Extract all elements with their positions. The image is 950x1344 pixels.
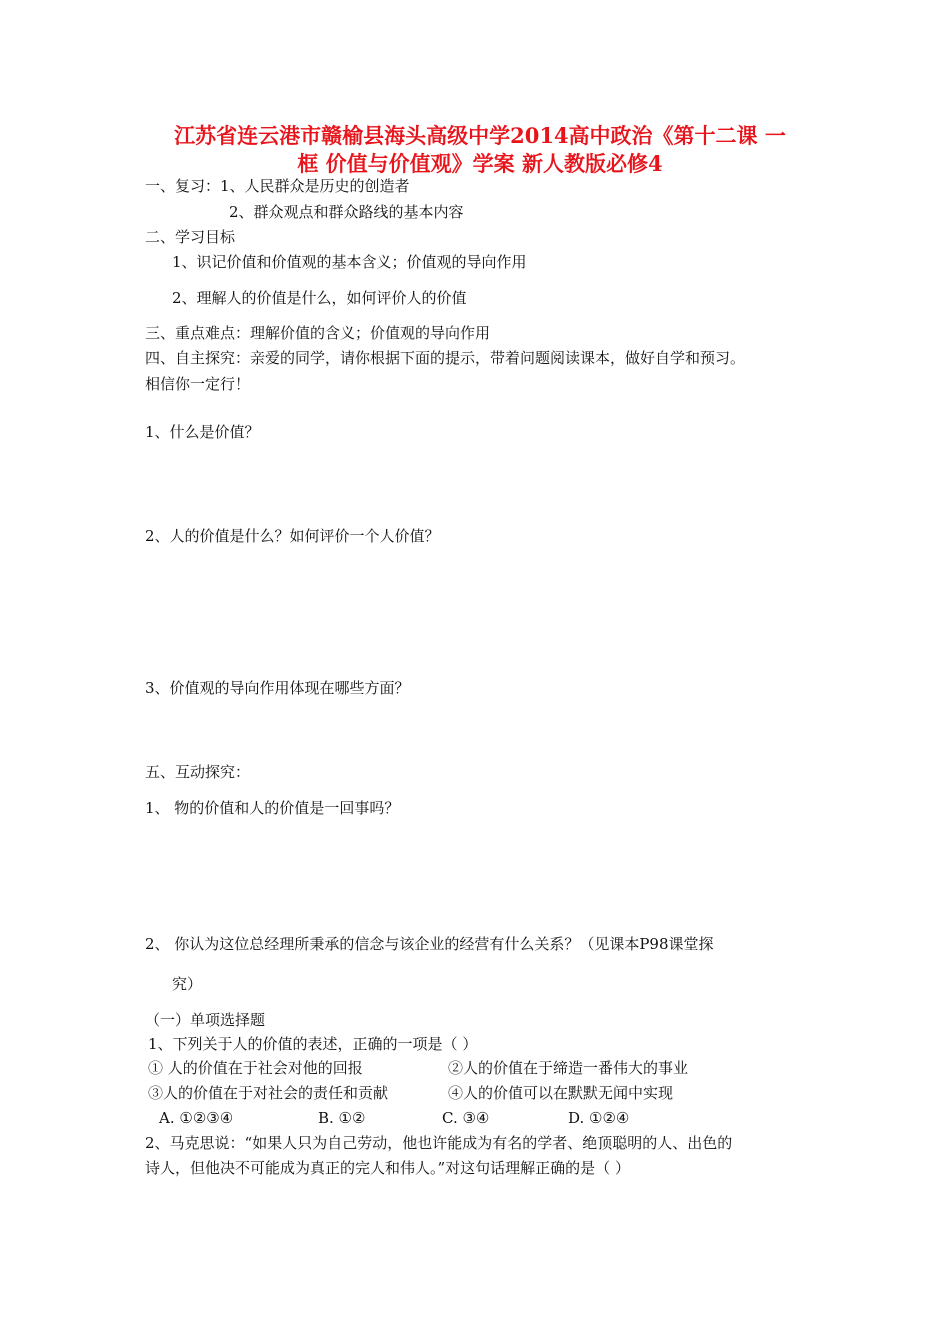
- choice-question-1-option-1: ① 人的价值在于社会对他的回报: [148, 1059, 363, 1077]
- goals-item-2: 2、理解人的价值是什么，如何评价人的价值: [172, 289, 467, 307]
- self-study-question-2: 2、人的价值是什么？如何评价一个人价值？: [145, 527, 440, 545]
- choice-question-1-option-2: ②人的价值在于缔造一番伟大的事业: [448, 1059, 689, 1077]
- interactive-question-2-line-1: 2、 你认为这位总经理所秉承的信念与该企业的经营有什么关系？（见课本P98课堂探: [145, 935, 714, 953]
- self-study-question-1: 1、什么是价值？: [145, 423, 260, 441]
- self-study-question-3: 3、价值观的导向作用体现在哪些方面？: [145, 679, 410, 697]
- choice-question-1-answer-c: C. ③④: [442, 1109, 490, 1127]
- choice-question-1-stem: 1、下列关于人的价值的表述，正确的一项是（ ）: [148, 1035, 478, 1053]
- review-item-2: 2、群众观点和群众路线的基本内容: [229, 203, 464, 221]
- key-points: 三、重点难点：理解价值的含义；价值观的导向作用: [145, 324, 491, 342]
- choice-section-heading: （一）单项选择题: [145, 1011, 266, 1029]
- document-title-line-2: 框 价值与价值观》学案 新人教版必修4: [297, 151, 663, 176]
- interactive-heading: 五、互动探究：: [145, 763, 251, 781]
- self-study-intro-line-1: 四、自主探究：亲爱的同学，请你根据下面的提示，带着问题阅读课本，做好自学和预习。: [145, 349, 746, 367]
- choice-question-2-line-1: 2、马克思说：“如果人只为自己劳动，他也许能成为有名的学者、绝顶聪明的人、出色的: [145, 1134, 733, 1152]
- choice-question-1-option-3: ③人的价值在于对社会的责任和贡献: [148, 1084, 389, 1102]
- choice-question-1-answer-d: D. ①②④: [568, 1109, 630, 1127]
- goals-heading: 二、学习目标: [145, 228, 236, 246]
- review-heading: 一、复习：1、人民群众是历史的创造者: [145, 177, 410, 195]
- interactive-question-1: 1、 物的价值和人的价值是一回事吗？: [145, 799, 400, 817]
- choice-question-1-answer-a: A. ①②③④: [159, 1109, 234, 1127]
- choice-question-1-option-4: ④人的价值可以在默默无闻中实现: [448, 1084, 674, 1102]
- self-study-intro-line-2: 相信你一定行！: [145, 375, 251, 393]
- choice-question-2-line-2: 诗人，但他决不可能成为真正的完人和伟人。”对这句话理解正确的是（ ）: [145, 1159, 630, 1177]
- document-title-line-1: 江苏省连云港市赣榆县海头高级中学2014高中政治《第十二课 一: [174, 123, 786, 148]
- choice-question-1-answer-b: B. ①②: [318, 1109, 366, 1127]
- goals-item-1: 1、识记价值和价值观的基本含义；价值观的导向作用: [172, 253, 527, 271]
- interactive-question-2-line-2: 究）: [172, 975, 203, 993]
